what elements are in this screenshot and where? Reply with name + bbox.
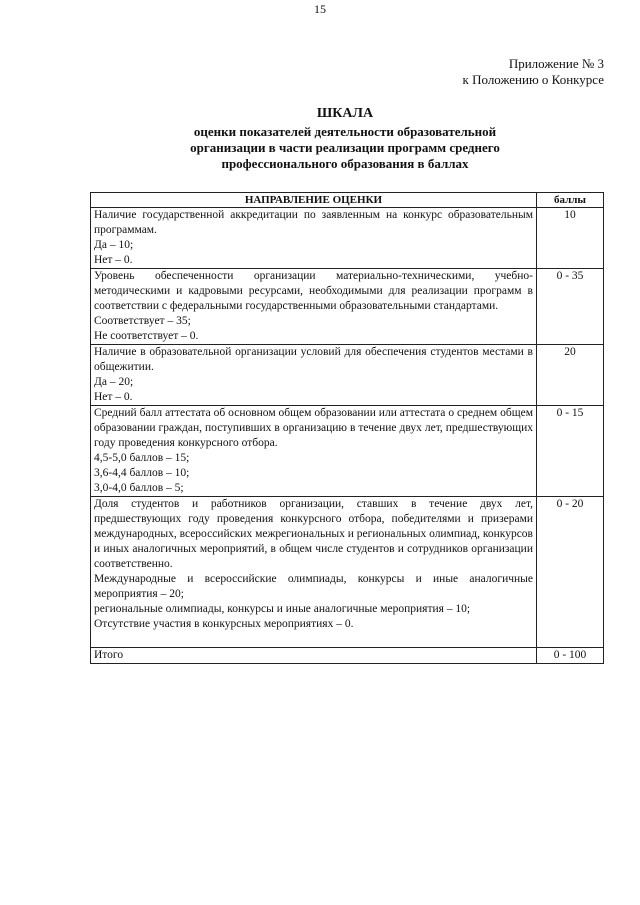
blank-line [94,632,533,647]
criterion-option: 3,0-4,0 баллов – 5; [94,482,184,494]
criterion-option: Нет – 0. [94,254,133,266]
page-number: 15 [314,2,326,16]
appendix-line-1: Приложение № 3 [508,56,604,71]
document-title: ШКАЛА [316,106,374,121]
criterion-option: региональные олимпиады, конкурсы и иные аналогичные мероприятия – 10; [94,603,471,615]
points-cell: 0 - 35 [537,269,604,345]
scoring-table [90,192,604,664]
criterion-option: Международные и всероссийские олимпиады, конкурсы и иные аналогичные мероприятия – 20; [94,573,533,600]
criterion-option: Нет – 0. [94,391,133,403]
header-direction: НАПРАВЛЕНИЕ ОЦЕНКИ [91,193,537,208]
points-cell: 10 [537,208,604,269]
heading-line-3: профессионального образования в баллах [221,156,469,171]
points-cell: 0 - 20 [537,497,604,648]
document-heading [90,106,600,172]
criterion-cell [91,269,537,345]
table-row [91,269,604,345]
criterion-text: Средний балл аттестата об основном общем образовании или аттестата о среднем общем образовании граждан, поступивших в организацию в течение двух лет, предшествующих году проведения конкурсного отбора. [94,407,533,449]
appendix-line-2: к Положению о Конкурсе [462,72,604,87]
table-row [91,345,604,406]
criterion-option: 4,5-5,0 баллов – 15; [94,452,190,464]
criterion-text: Уровень обеспеченности организации материально-техническими, учебно-методическими и кадровыми ресурсами, необходимыми для реализации программ в соответствии с федеральными государственными образовательными стандартами. [94,270,533,312]
criterion-cell [91,345,537,406]
criterion-cell [91,208,537,269]
table-row [91,208,604,269]
criterion-cell [91,497,537,648]
criterion-text: Доля студентов и работников организации, ставших в течение двух лет, предшествующих году проведения конкурсного отбора, победителями и призерами международных, всероссийских межрегиональных и региональных олимпиад, конкурсов и иных аналогичных мероприятий, в общем числе студентов и сотрудников организации соответственно. [94,498,533,570]
header-points: баллы [537,193,604,208]
heading-line-2: организации в части реализации программ среднего [190,140,500,155]
points-cell: 20 [537,345,604,406]
criterion-cell [91,406,537,497]
criterion-option: Отсутствие участия в конкурсных мероприятиях – 0. [94,618,354,630]
total-label: Итого [91,648,537,664]
points-cell: 0 - 15 [537,406,604,497]
heading-line-1: оценки показателей деятельности образовательной [193,124,497,139]
criterion-option: Не соответствует – 0. [94,330,199,342]
criterion-text: Наличие в образовательной организации условий для обеспечения студентов местами в общежитии. [94,346,533,373]
total-row [91,648,604,664]
criterion-text: Наличие государственной аккредитации по заявленным на конкурс образовательным программам. [94,209,533,236]
criterion-option: Соответствует – 35; [94,315,191,327]
criterion-option: Да – 10; [94,239,134,251]
total-points: 0 - 100 [537,648,604,664]
criterion-option: Да – 20; [94,376,134,388]
table-header-row [91,193,604,208]
criterion-option: 3,6-4,4 баллов – 10; [94,467,190,479]
table-row [91,497,604,648]
appendix-reference [463,56,604,88]
table-row [91,406,604,497]
